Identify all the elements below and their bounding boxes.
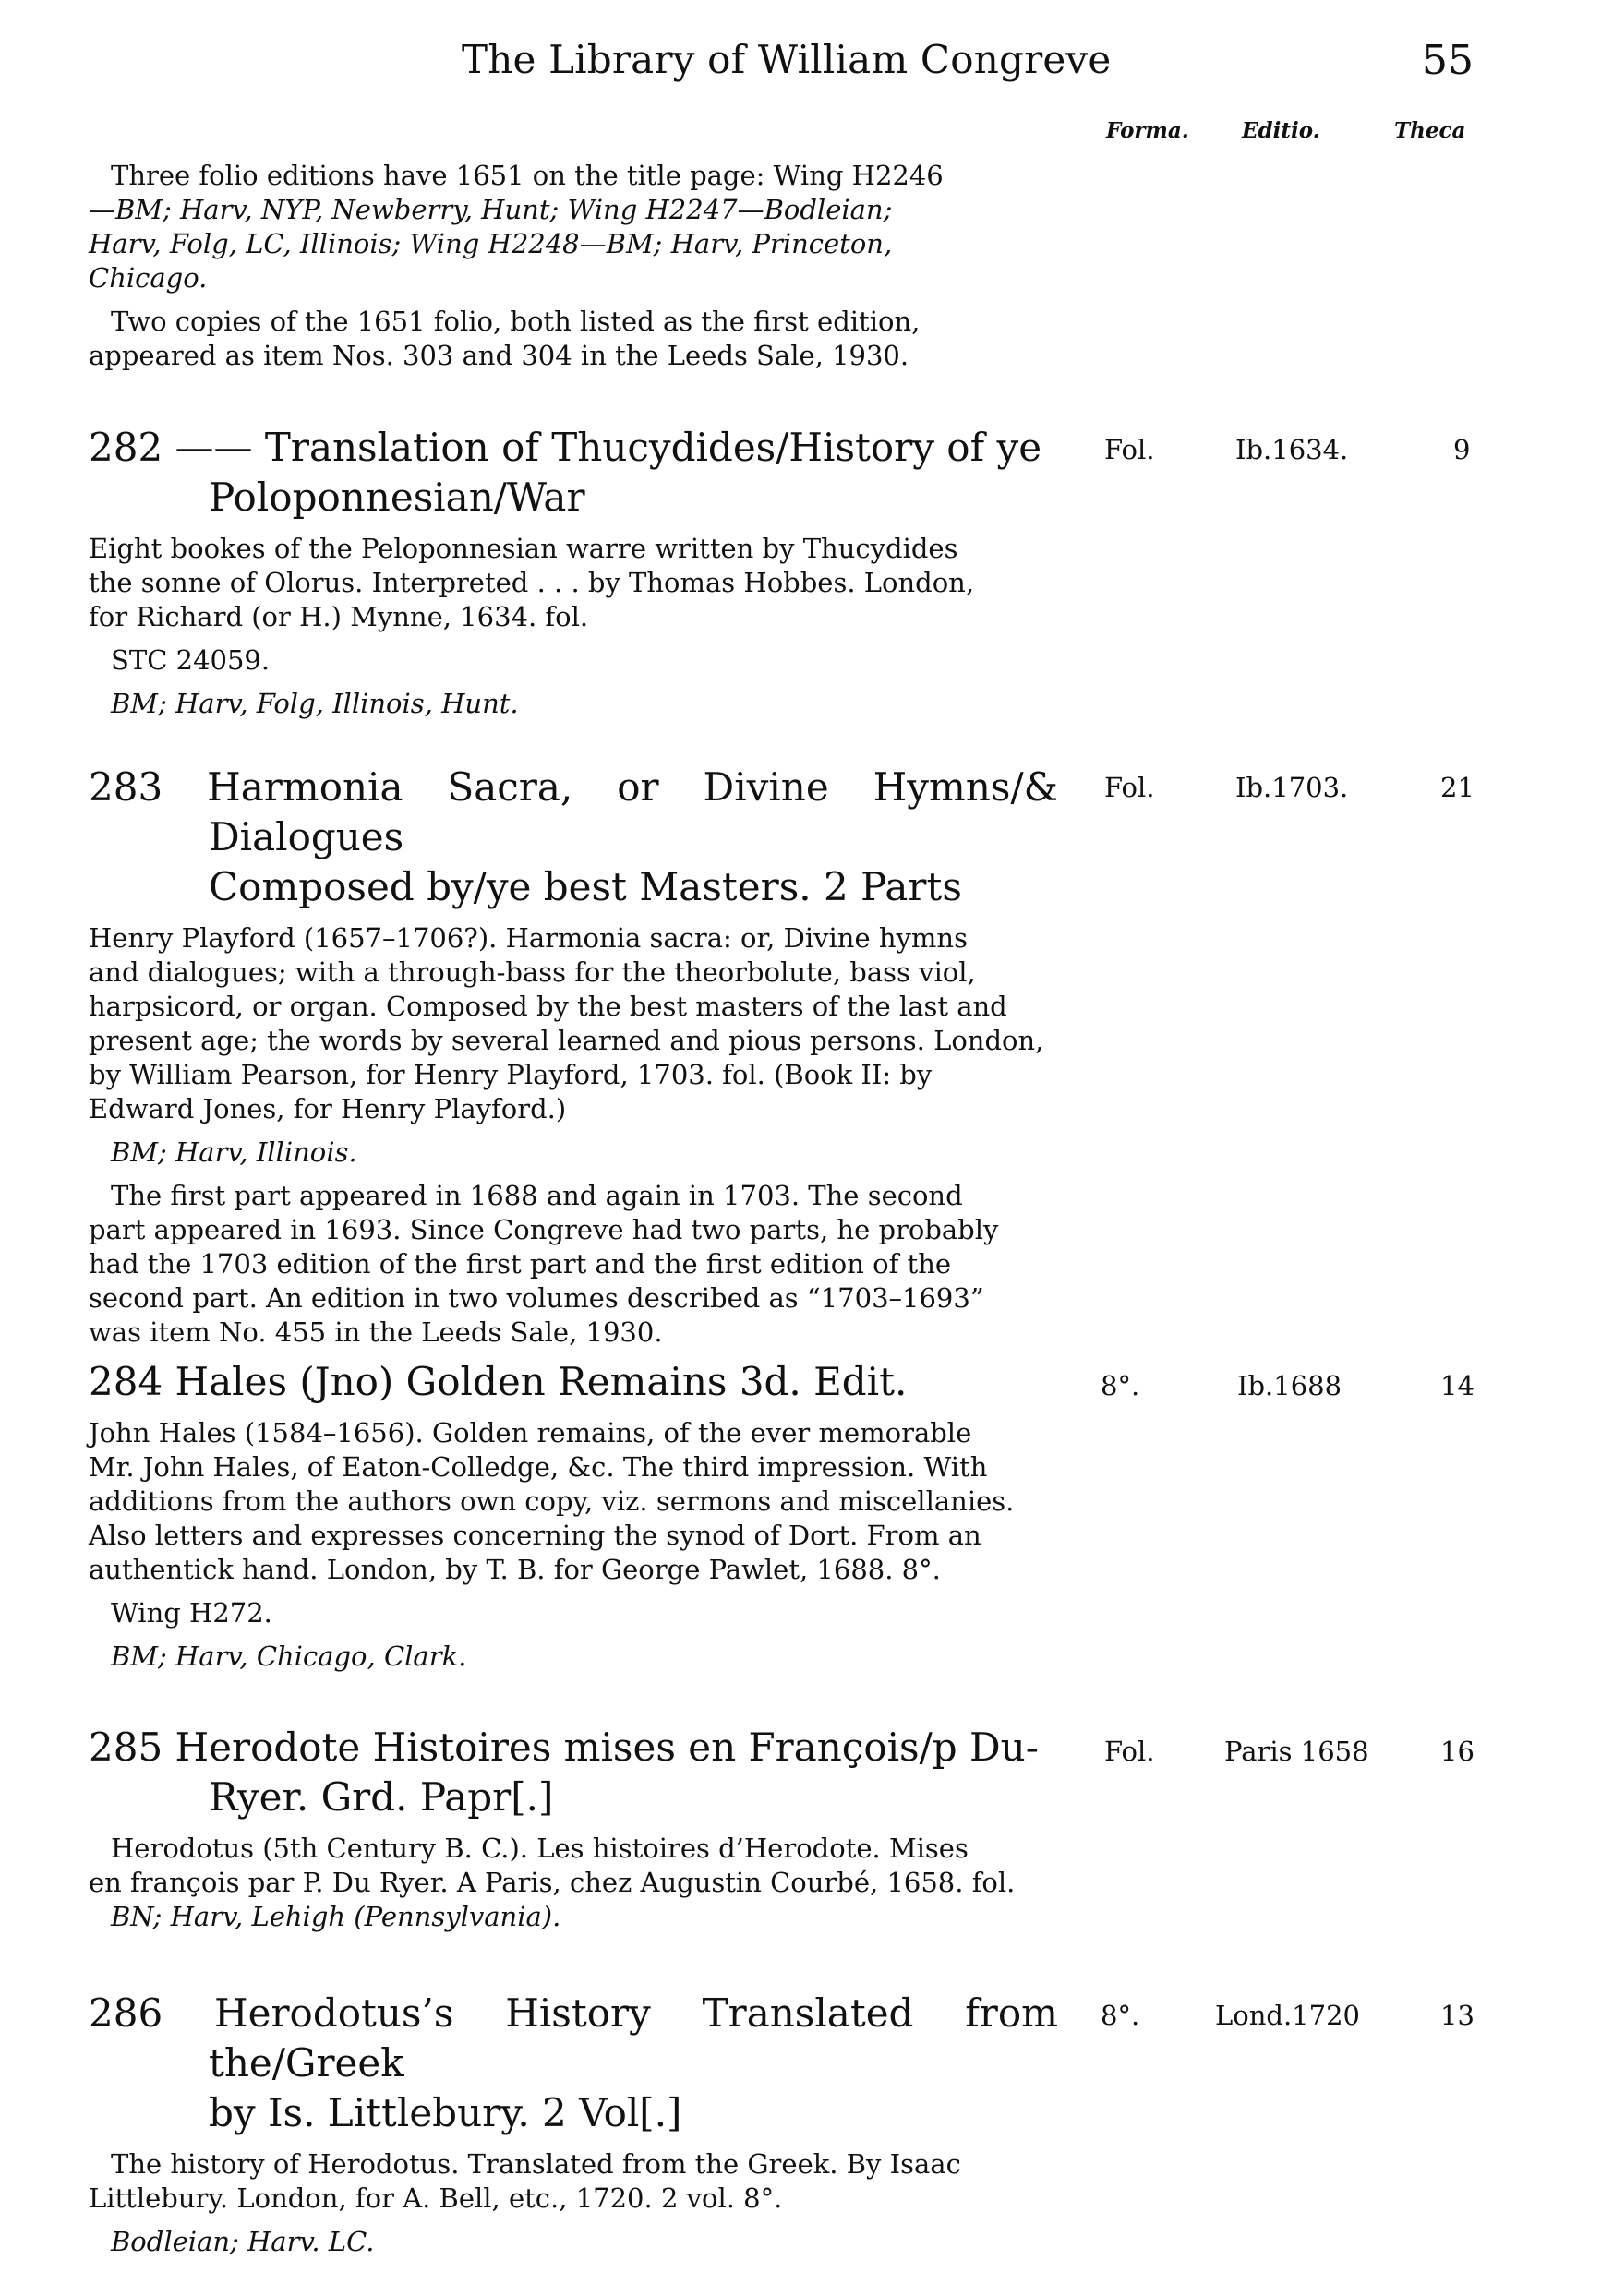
line: John Hales (1584–1656). Golden remains, of the ever memorable: [89, 1417, 972, 1449]
entry-forma: Fol.: [1104, 1736, 1155, 1767]
line: and dialogues; with a through-bass for the theorbolute, bass viol,: [89, 956, 976, 988]
page-number: 55: [1422, 37, 1474, 84]
entry-reference: STC 24059.: [111, 644, 271, 676]
entry-holdings: BN; Harv, Lehigh (Pennsylvania).: [111, 1901, 561, 1932]
entry-theca: 14: [1440, 1370, 1475, 1401]
line: the sonne of Olorus. Interpreted . . . by Thomas Hobbes. London,: [89, 567, 975, 598]
title-line: 284 Hales (Jno) Golden Remains 3d. Edit.: [89, 1359, 908, 1404]
line: part appeared in 1693. Since Congreve had two parts, he probably: [89, 1214, 999, 1245]
line: present age; the words by several learned and pious persons. London,: [89, 1025, 1044, 1056]
column-head-editio: Editio.: [1242, 118, 1320, 143]
line: Henry Playford (1657–1706?). Harmonia sacra: or, Divine hymns: [89, 922, 968, 954]
line: was item No. 455 in the Leeds Sale, 1930.: [89, 1316, 663, 1348]
intro-paragraph-1: [89, 159, 1058, 295]
line: second part. An edition in two volumes described as “1703–1693”: [89, 1282, 984, 1314]
catalog-entry-282: [89, 423, 1058, 721]
line: Mr. John Hales, of Eaton-Colledge, &c. The third impression. With: [89, 1451, 988, 1483]
line: Chicago.: [89, 262, 208, 294]
entry-title: [89, 1723, 1058, 1822]
catalog-entry-286: [89, 1989, 1058, 2259]
title-line: 283 Harmonia Sacra, or Divine Hymns/& Dialogues: [89, 764, 1058, 859]
entry-editio: Lond.1720: [1215, 2000, 1360, 2031]
entry-title: [89, 1989, 1058, 2138]
entry-forma: 8°.: [1101, 1370, 1140, 1401]
line: The history of Herodotus. Translated from the Greek. By Isaac: [111, 2148, 961, 2180]
entry-holdings: Bodleian; Harv. LC.: [111, 2226, 375, 2257]
line: by William Pearson, for Henry Playford, 1703. fol. (Book II: by: [89, 1059, 933, 1090]
entry-theca: 16: [1440, 1736, 1475, 1767]
line: had the 1703 edition of the first part and the first edition of the: [89, 1248, 952, 1280]
entry-description: [89, 1832, 1058, 1900]
line: —BM; Harv, NYP, Newberry, Hunt; Wing H2247—Bodleian;: [89, 194, 893, 225]
line: en françois par P. Du Ryer. A Paris, chez Augustin Courbé, 1658. fol.: [89, 1867, 1016, 1898]
line: appeared as item Nos. 303 and 304 in the Leeds Sale, 1930.: [89, 340, 909, 371]
entry-description: [89, 1416, 1058, 1587]
title-line: 285 Herodote Histoires mises en François/p Du-: [89, 1725, 1039, 1770]
entry-theca: 13: [1440, 2000, 1475, 2031]
entry-forma: Fol.: [1104, 772, 1155, 803]
line: for Richard (or H.) Mynne, 1634. fol.: [89, 601, 589, 632]
entry-editio: Ib.1688: [1237, 1370, 1342, 1401]
line: Also letters and expresses concerning the synod of Dort. From an: [89, 1520, 981, 1551]
line: Three folio editions have 1651 on the title page: Wing H2246: [111, 160, 944, 191]
title-line: Poloponnesian/War: [209, 475, 585, 520]
entry-forma: 8°.: [1101, 2000, 1140, 2031]
intro-notes: [89, 159, 1058, 373]
title-line: Composed by/ye best Masters. 2 Parts: [209, 864, 962, 909]
catalog-entry-284: [89, 1357, 1058, 1674]
line: Herodotus (5th Century B. C.). Les histoires d’Herodote. Mises: [111, 1833, 969, 1864]
title-line: 286 Herodotus’s History Translated from the/Greek: [89, 1990, 1058, 2086]
title-line: by Is. Littlebury. 2 Vol[.]: [209, 2090, 682, 2135]
entry-forma: Fol.: [1104, 434, 1155, 465]
column-head-theca: Theca: [1394, 118, 1466, 143]
entry-title: [89, 1357, 1058, 1407]
line: harpsicord, or organ. Composed by the best masters of the last and: [89, 991, 1007, 1022]
title-line: 282 —— Translation of Thucydides/History of ye: [89, 425, 1042, 470]
column-head-forma: Forma.: [1106, 118, 1189, 143]
line: additions from the authors own copy, viz. sermons and miscellanies.: [89, 1485, 1015, 1517]
running-head-title: The Library of William Congreve: [462, 37, 1112, 82]
title-line: Ryer. Grd. Papr[.]: [209, 1774, 554, 1820]
entry-description: [89, 921, 1058, 1126]
line: Harv, Folg, LC, Illinois; Wing H2248—BM; Harv, Princeton,: [89, 228, 893, 259]
entry-reference: Wing H272.: [111, 1597, 272, 1629]
entry-description: [89, 532, 1058, 634]
entry-holdings: BM; Harv, Illinois.: [111, 1136, 357, 1168]
entry-theca: 9: [1453, 434, 1471, 465]
entry-description: [89, 2147, 1058, 2216]
line: The first part appeared in 1688 and again in 1703. The second: [111, 1180, 963, 1211]
entry-title: [89, 763, 1058, 912]
catalog-entry-285: [89, 1723, 1058, 1934]
entry-editio: Paris 1658: [1224, 1736, 1369, 1767]
entry-theca: 21: [1440, 772, 1475, 803]
entry-editio: Ib.1703.: [1235, 772, 1349, 803]
entry-holdings: BM; Harv, Folg, Illinois, Hunt.: [111, 688, 519, 719]
line: Two copies of the 1651 folio, both listed as the first edition,: [111, 306, 921, 337]
entry-holdings: BM; Harv, Chicago, Clark.: [111, 1641, 467, 1672]
entry-editio: Ib.1634.: [1235, 434, 1349, 465]
catalog-entry-283: [89, 763, 1058, 1350]
line: Edward Jones, for Henry Playford.): [89, 1093, 567, 1124]
entry-title: [89, 423, 1058, 523]
entry-note: [89, 1179, 1058, 1350]
intro-paragraph-2: [89, 305, 1058, 373]
line: Littlebury. London, for A. Bell, etc., 1720. 2 vol. 8°.: [89, 2182, 783, 2214]
line: Eight bookes of the Peloponnesian warre written by Thucydides: [89, 533, 958, 564]
line: authentick hand. London, by T. B. for George Pawlet, 1688. 8°.: [89, 1554, 941, 1585]
